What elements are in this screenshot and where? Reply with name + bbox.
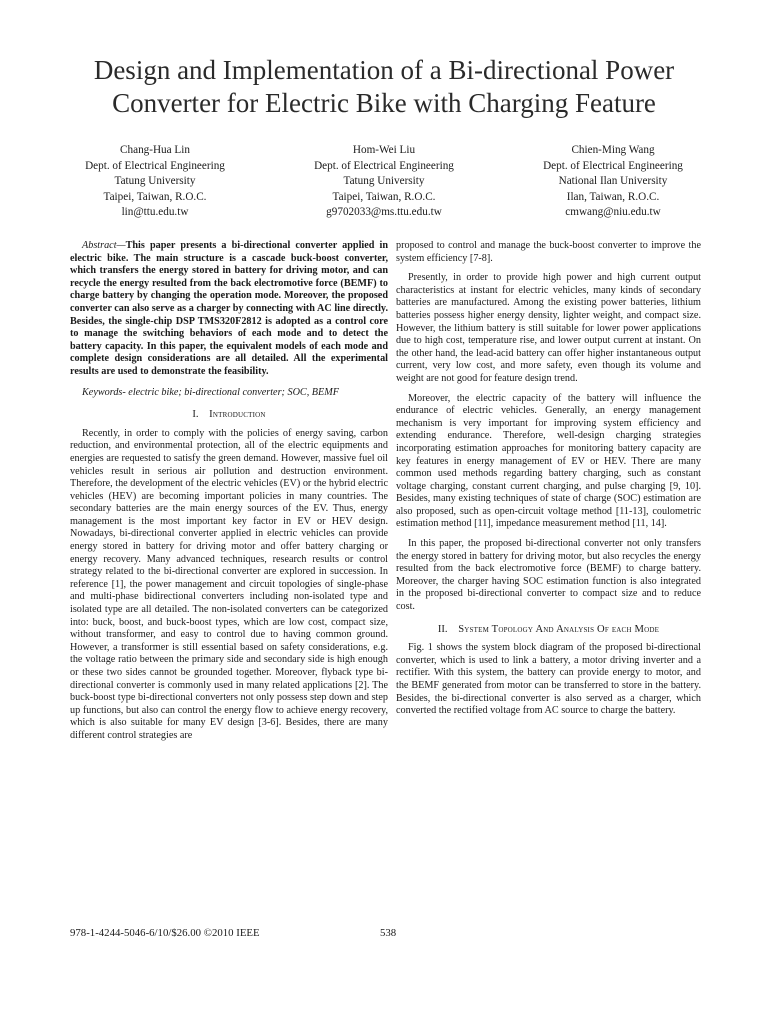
section-number: II.	[437, 623, 448, 635]
author-name: Chang-Hua Lin	[120, 144, 190, 156]
author-location: Taipei, Taiwan, R.O.C.	[332, 190, 436, 203]
author-dept: Dept. of Electrical Engineering	[85, 159, 225, 172]
body-paragraph: Presently, in order to provide high power and high current output characteristics at instant for electric vehicles, many kinds of secondary batteries are manufactured. Among the existing power batteries, lithium batteries possess higher energy density, lighter weight, and compact size. However, the lithium battery is still suitable for lower power applications due to high cost, temperature rise, and lower output current at instant. On the other hand, the lead-acid battery can offer higher instantaneous output current, very low cost, and more safety, even though its volume and weight are not good for feature design trend.	[396, 272, 701, 384]
author-3	[498, 143, 728, 221]
body-paragraph: Fig. 1 shows the system block diagram of the proposed bi-directional converter, which is used to link a battery, a motor driving inverter and a rectifier. With this system, the battery can provide energy to motor, and the BEMF generated from motor can be transferred to store in the battery. Besides, the bi-directional converter is also served as a charger, which converted the rectified voltage from AC source to charge the battery.	[396, 642, 701, 717]
author-name: Chien-Ming Wang	[571, 144, 655, 156]
author-name: Hom-Wei Liu	[352, 144, 416, 156]
abstract-text: This paper presents a bi-directional converter applied in electric bike. The main structure is a cascade buck-boost converter, which transfers the energy stored in battery for driving motor, and can recycle the energy resulted from the back electromotive force (BEMF) to charge battery by changing the operation mode. Moreover, the proposed converter can also serve as a charger by connecting with AC line directly. Besides, the single-chip DSP TMS320F2812 is adopted as a control core to manage the switching behaviors of each mode and to detect the battery capacity. In this paper, the equivalent models of each mode and complete design considerations are all detailed. All the experimental results are used to demonstrate the feasibility.	[70, 240, 388, 377]
author-dept: Dept. of Electrical Engineering	[314, 159, 454, 172]
section-title: System Topology And Analysis Of each Mode	[458, 623, 660, 635]
author-location: Taipei, Taiwan, R.O.C.	[103, 190, 207, 203]
section-heading-introduction	[70, 409, 388, 422]
section-title: Introduction	[209, 409, 266, 421]
section-number: I.	[192, 409, 199, 421]
intro-paragraph: Recently, in order to comply with the policies of energy saving, carbon reduction, and environmental protection, all of the electric equipments and energies are requested to satisfy the green demand. However, massive fuel oil vehicles result in serious air pollution and destruction environment. Therefore, the development of the electric vehicles (EV) or the hybrid electric vehicles (HEV) are becoming important policies in many countries. The secondary batteries are the main energy sources of the EV. Thus, energy management is the most important key factor in EV or HEV design. Nowadays, bi-directional converter applied in electric vehicles can provide energy stored in battery for driving motor and offer battery charging or energy recovery. Many advanced techniques, research results or control strategy related to the bi-directional converter are explored in succession. In reference [1], the power management and circuit topologies of single-phase and multi-phase bidirectional converters including non-isolated type and isolated type are all detailed. The non-isolated converters can be categorized into: buck, boost, and buck-boost types, which are low cost, compact size, without transformer, and easy to control due to having common ground. However, a transformer is still essential based on safety considerations, e.g. the voltage ratio between the primary side and secondary side is high enough or these two sides cannot be grounded together. Moreover, flyback type bi-directional converter is commonly used in many related applications [2]. The buck-boost type bi-directional converters not only possess step down and step up functions, but also can control the energy flow to achieve energy recovery, which is also suitable for many EV design [3-6]. Besides, there are many different control strategies are	[70, 427, 388, 741]
page-number: 538	[380, 927, 397, 939]
right-column	[396, 240, 701, 725]
author-dept: Dept. of Electrical Engineering	[543, 159, 683, 172]
abstract-label: Abstract—	[82, 240, 126, 251]
author-2	[269, 143, 499, 221]
author-email: lin@ttu.edu.tw	[121, 206, 189, 218]
abstract	[70, 240, 388, 379]
author-email: g9702033@ms.ttu.edu.tw	[326, 206, 442, 218]
left-column	[70, 240, 388, 750]
author-university: National Ilan University	[558, 175, 668, 187]
section-heading-system-topology	[396, 624, 701, 637]
body-paragraph: proposed to control and manage the buck-boost converter to improve the system efficiency [7-8].	[396, 240, 701, 264]
copyright-footer: 978-1-4244-5046-6/10/$26.00 ©2010 IEEE	[70, 927, 260, 939]
body-paragraph: In this paper, the proposed bi-directional converter not only transfers the energy stored in battery for driving motor, but also recycles the energy resulted from the back electromotive force (BEMF) to charge battery. Moreover, the charger having SOC estimation function is also integrated in the proposed bi-directional converter to compact size and to reduce cost.	[396, 538, 701, 613]
author-1	[40, 143, 270, 221]
paper-title: Design and Implementation of a Bi-directional Power Converter for Electric Bike with Charging Feature	[93, 55, 675, 118]
author-location: Ilan, Taiwan, R.O.C.	[566, 190, 660, 203]
author-email: cmwang@niu.edu.tw	[565, 206, 661, 218]
body-paragraph: Moreover, the electric capacity of the battery will influence the endurance of electric vehicles. Generally, an energy management mechanism is very important for improving system efficiency and extending endurance. Therefore, well-design charging strategies incorporating estimation approaches for monitoring battery capacity are key features in energy management of EV or HEV. There are many common used methods regarding battery charging, such as constant voltage charging, constant current charging, and pulse charging [9, 10]. Besides, many existing techniques of state of charge (SOC) estimation are also proposed, such as open-circuit voltage method [11-13], coulometric estimation method [11], impedance measurement method [11, 14].	[396, 392, 701, 530]
keywords: Keywords- electric bike; bi-directional converter; SOC, BEMF	[82, 386, 339, 398]
author-university: Tatung University	[114, 175, 196, 187]
author-university: Tatung University	[343, 175, 425, 187]
